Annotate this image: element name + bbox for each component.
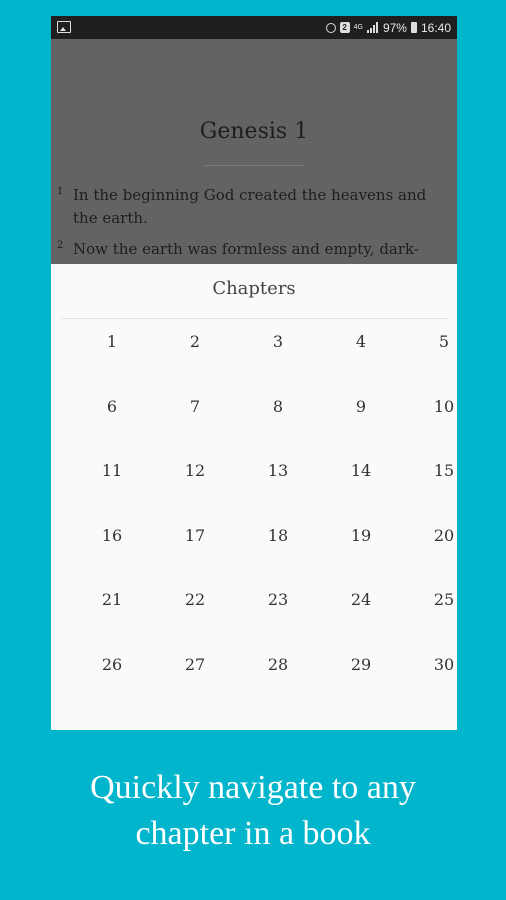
chapter-button[interactable]: 29 [350,654,372,674]
chapter-heading: Genesis 1 [199,119,309,144]
chapter-button[interactable]: 16 [101,525,123,545]
chapter-button[interactable]: 13 [267,461,289,480]
chapter-button[interactable]: 18 [267,525,289,545]
chapter-button[interactable]: 11 [101,461,123,480]
sheet-title: Chapters [212,278,296,299]
chapter-button[interactable]: 15 [433,461,455,480]
clock: 16:40 [420,20,451,35]
chapter-button[interactable]: 19 [350,525,372,545]
chapter-button[interactable]: 26 [101,654,123,674]
gallery-notification-icon [57,21,71,33]
caption-line: chapter in a book [135,815,371,852]
chapter-button[interactable]: 3 [272,332,284,351]
chapter-button[interactable]: 20 [433,525,455,545]
chapter-button[interactable]: 17 [184,525,206,545]
signal-icon [367,22,379,33]
chapter-button[interactable]: 5 [438,332,450,351]
promo-caption [0,765,506,857]
verse-text: Now the earth was formless and empty, dark- [73,240,419,258]
chapter-button[interactable]: 2 [189,332,201,351]
chapter-button[interactable]: 30 [433,654,455,674]
chapter-button[interactable]: 10 [433,396,455,416]
chapter-button[interactable]: 28 [267,654,289,674]
chapter-button[interactable]: 22 [184,590,206,609]
reader-background [51,39,457,264]
chapter-button[interactable]: 27 [184,654,206,674]
network-type-icon: 4G [353,24,363,31]
heading-divider [204,165,304,166]
chapter-button[interactable]: 21 [101,590,123,609]
chapter-button[interactable]: 1 [106,332,118,351]
chapter-button[interactable]: 25 [433,590,455,609]
status-bar [51,16,457,39]
chapters-sheet [51,264,457,730]
chapter-button[interactable]: 9 [355,396,367,416]
battery-percent: 97% [382,20,407,35]
verse-number: 2 [57,240,64,251]
chapter-button[interactable]: 24 [350,590,372,609]
chapter-button[interactable]: 23 [267,590,289,609]
chapter-button[interactable]: 12 [184,461,206,480]
verse-text: In the beginning God created the heavens and the earth. [73,186,427,227]
chapter-button[interactable]: 6 [106,396,118,416]
caption-line: Quickly navigate to any [90,769,416,806]
verse-number: 1 [57,186,64,197]
alarm-icon [326,23,336,33]
chapter-button[interactable]: 7 [189,396,201,416]
phone-screen [51,16,457,730]
battery-icon [411,22,417,33]
notification-badge: 2 [340,22,350,33]
chapter-button[interactable]: 4 [355,332,367,351]
chapter-button[interactable]: 8 [272,396,284,416]
chapter-button[interactable]: 14 [350,461,372,480]
sheet-divider [61,318,447,319]
